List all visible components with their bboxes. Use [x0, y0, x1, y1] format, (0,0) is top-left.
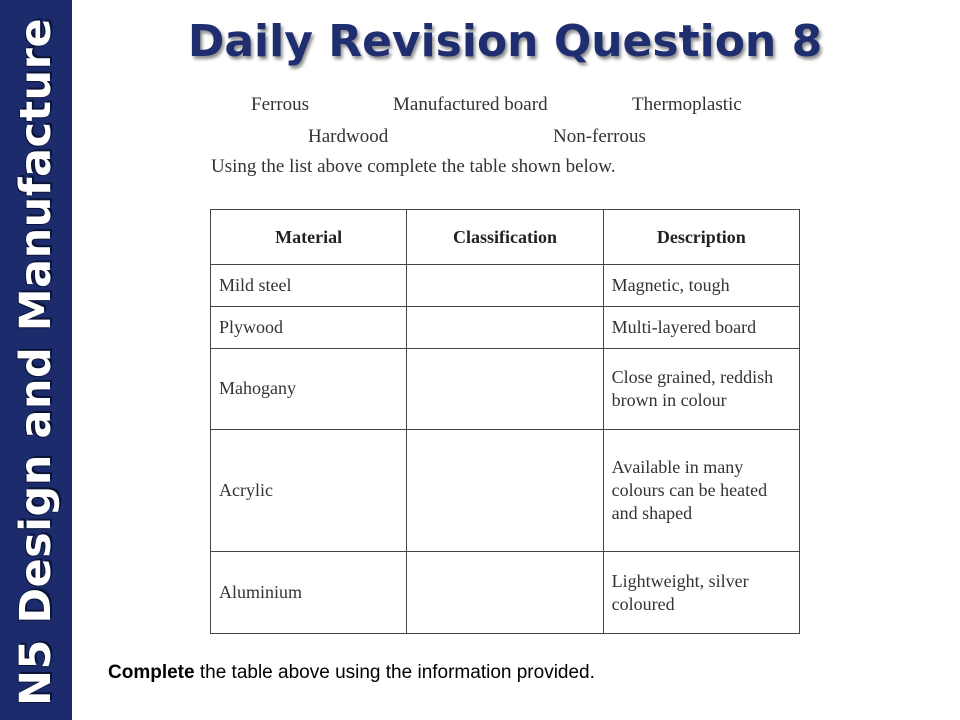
header-classification: Classification — [407, 210, 603, 265]
word-bank-item-hardwood: Hardwood — [308, 126, 389, 147]
classification-cell[interactable] — [407, 348, 603, 430]
word-bank-item-ferrous: Ferrous — [251, 94, 310, 115]
side-band — [0, 0, 72, 720]
material-cell: Mild steel — [211, 265, 407, 307]
footer-bold-word: Complete — [108, 662, 195, 683]
description-cell: Lightweight, silver coloured — [603, 552, 799, 634]
table-row — [211, 430, 800, 552]
word-bank-item-non-ferrous: Non-ferrous — [553, 126, 646, 147]
word-bank-item-manufactured-board: Manufactured board — [393, 94, 548, 115]
table-row — [211, 348, 800, 430]
material-cell: Aluminium — [211, 552, 407, 634]
description-cell: Magnetic, tough — [603, 265, 799, 307]
instruction-text: Using the list above complete the table shown below. — [211, 156, 616, 177]
material-cell: Acrylic — [211, 430, 407, 552]
description-cell: Multi-layered board — [603, 306, 799, 348]
table-row — [211, 306, 800, 348]
material-cell: Plywood — [211, 306, 407, 348]
description-cell: Close grained, reddish brown in colour — [603, 348, 799, 430]
description-cell: Available in many colours can be heated and shaped — [603, 430, 799, 552]
classification-cell[interactable] — [407, 552, 603, 634]
classification-cell[interactable] — [407, 265, 603, 307]
header-description: Description — [603, 210, 799, 265]
classification-cell[interactable] — [407, 430, 603, 552]
footer-instruction — [108, 662, 595, 684]
header-material: Material — [211, 210, 407, 265]
table-header-row — [211, 210, 800, 265]
slide-title: Daily Revision Question 8 — [187, 16, 823, 67]
table-row — [211, 552, 800, 634]
word-bank-item-thermoplastic: Thermoplastic — [632, 94, 742, 115]
material-cell: Mahogany — [211, 348, 407, 430]
side-title: N5 Design and Manufacture — [11, 17, 61, 707]
classification-cell[interactable] — [407, 306, 603, 348]
materials-table — [210, 209, 800, 634]
footer-rest-text: the table above using the information provided. — [194, 662, 595, 683]
table-row — [211, 265, 800, 307]
